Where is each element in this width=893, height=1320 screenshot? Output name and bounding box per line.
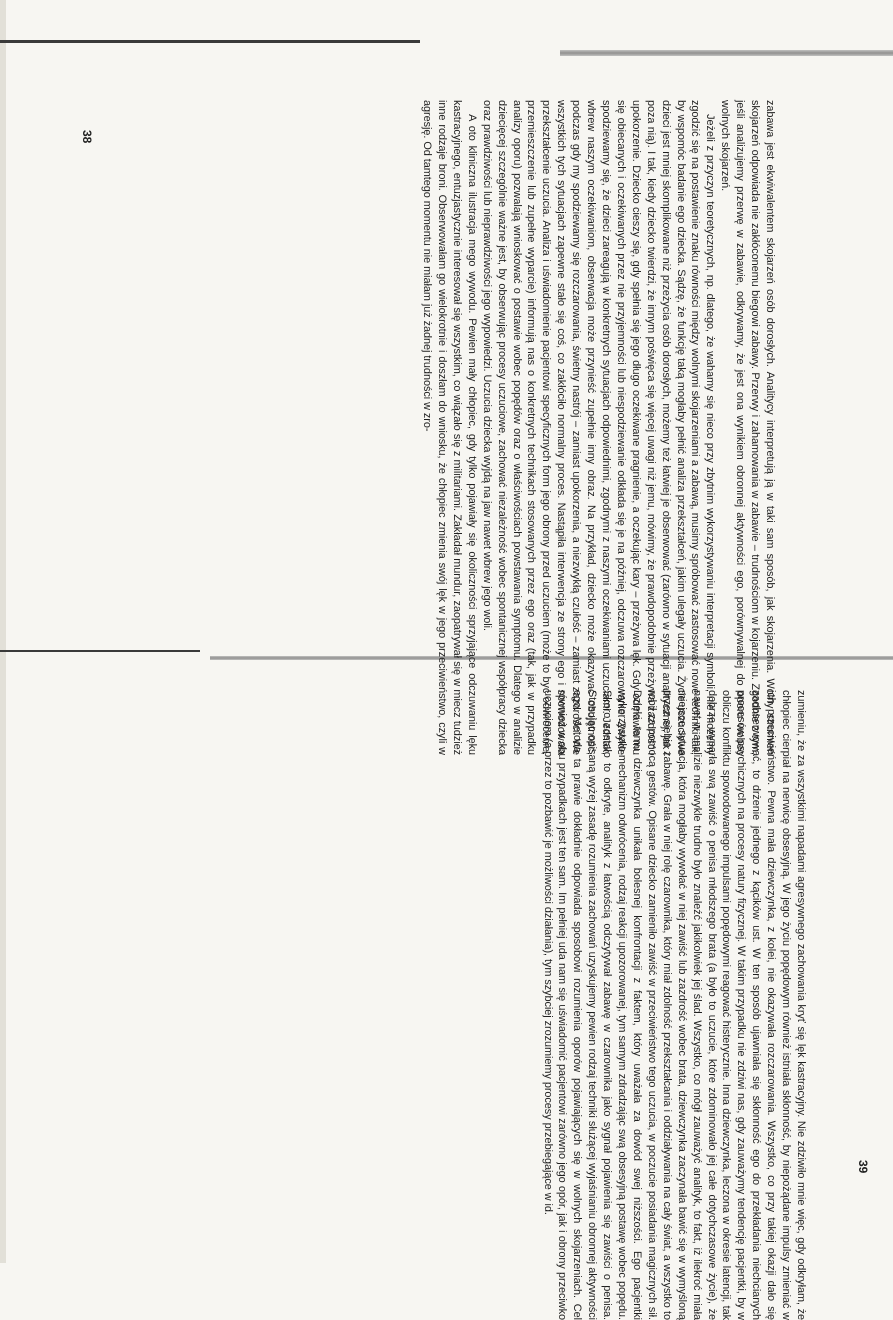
left-page-text xyxy=(419,100,777,755)
right-page-text xyxy=(540,690,808,1320)
page-number-left: 38 xyxy=(80,130,94,144)
page-number-right: 39 xyxy=(856,1160,870,1174)
paragraph: zabawa jest ekwiwalentem skojarzeń osób dorosłych. Analitycy interpretują ją w taki sam sposób, jak skojarzenia. Wolny strumień skojarzeń odpowiada nie zakłóconemu biegowi zabawy. Przerwy i zahamowania w zabawie – trudnościom w kojarzeniu. Zgodnie z tym, jeśli analizujemy przerwę w zabawie, odkrywamy, że jest ona wynikiem obronnej aktywności ego, porównywalnej do oporu wobec wolnych skojarzeń. xyxy=(719,100,776,755)
paragraph: Jeżeli z przyczyn teoretycznych, np. dlatego, że wahamy się nieco przy zbytnim wykorzystywaniu interpretacji symboli, nie możemy zgodzić się na postawienie znaku równości między wolnymi skojarzeniami a zabawą, musimy spróbować zastosować nowe techniki tak, by wspomóc badanie ego dziecka. Sądzę, że funkcję taką mogłaby pełnić analiza przekształceń, jakim ulegały uczucia. Życie uczuciowe dzieci jest mniej skomplikowane niż przeżycia osób dorosłych, możemy też łatwiej je obserwować (zarówno w sytuacji analitycznej, jak i poza nią). I tak, kiedy dziecko twierdzi, że innym poświęca się więcej uwagi niż jemu, mówimy, że prawdopodobnie przeżywa zazdrość i upokorzenie. Dziecko cieszy się, gdy spełnia się jego długo oczekiwane pragnienie, a oczekując kary – przeżywa lęk. Gdy odmawia mu się obiecanych i oczekiwanych przez nie przyjemności lub niespodziewanie odkłada się je na później, odczuwa rozczarowanie. Zwykle spodziewamy się, że dzieci zareagują w konkretnych sytuacjach odpowiednimi, zgodnymi z naszymi oczekiwaniami uczuciami. Jednak, wbrew naszym oczekiwaniom, obserwacja może przynieść zupełnie inny obraz. Na przykład, dziecko może okazywać obojętność, podczas gdy my spodziewamy się rozczarowania, świetny nastrój – zamiast upokorzenia, a niezwykłą czułość – zamiast zazdrości. We wszystkich tych sytuacjach zapewne stało się coś, co zakłóciło normalny proces. Nastąpiła interwencja ze strony ego i spowodowała przekształcenie uczucia. Analiza i uświadomienie pacjentowi specyficznych form jego obrony przed uczuciem (może to być odwrócenie, przemieszczenie lub zupełne wyparcie) informują nas o konkretnych technikach stosowanych przez ego oraz (tak, jak w przypadku analizy oporu) pozwalają wnioskować o postawie wobec popędów oraz o właściwościach powstawania symptomu. Dlatego w analizie dziecięcej szczególnie ważne jest, by obserwując procesy uczuciowe, zachować niezależność wobec spontanicznej współpracy dziecka oraz prawdziwości lub nieprawdziwości jego wypowiedzi. Uczucia dziecka wyjdą na jaw nawet wbrew jego woli. xyxy=(480,100,717,755)
scan-spine-shadow xyxy=(0,0,6,1263)
paragraph: zumieniu, że za wszystkimi napadami agresywnego zachowania kryť się lęk kastracyjny. Nie zdziwiło mnie więc, gdy odkryłam, że chłopiec cierpiał na nerwicę obsesyjną. W jego życiu popędowym również istniała skłonność, by niepożądane impulsy zmieniać w ich przeciwieństwo. Pewna mała dziewczynka, z kolei, nie okazywała rozczarowania. Wszystko, co przy takiej okazji dało się zaobserwować, to drżenie jednego z kącików ust. W ten sposób ujawniała się skłonność ego do przekładania niechcianych procesów psychicznych na procesy natury fizycznej. W takim przypadku nie zdziwi nas, gdy zauważymy tendencję pacjentki, by w obliczu konfliktu spowodowanego impulsami popędowymi reagować histerycznie. Inna dziewczynka, leczona w okresie latencji, tak dobrze wyparła swą zawiść o penisa młodszego brata (a było to uczucie, które zdominowało jej całe dotychczasowe życie), że nawet w analizie niezwykle trudno było znaleźć jakikolwiek jej ślad. Wszystko, co mógł zauważyć analityk, to fakt, iż ilekroć miała miejsce sytuacja, która mogłaby wywołać w niej zawiść lub zazdrość wobec brata, dziewczynka zaczynała bawić się w wymyśloną przez siebie zabawę. Grała w niej rolę czarownika, który miał zdolność przekształcania i oddziaływania na cały świat, a wszystko to robił za pomocą gestów. Opisane dziecko zamieniło zawiść w przeciwieństwo tego uczucia, w poczucie posiadania magicznych sił. Dzięki temu dziewczynka unikała bolesnej konfrontacji z faktem, który uważała za dowód swej niższości. Ego pacjentki wykorzystało mechanizm odwrócenia, rodzaj reakcji upozorowanej, tym samym zdradzając swą obsesyjną postawę wobec popędu. Skoro zostało to odkryte, analityk z łatwością odczytywał zabawę w czarownika jako sygnał pojawienia się zawiści o penisa. Stosując opisaną wyżej zasadę rozumienia zachowań uzyskujemy pewien rodzaj techniki służącej wyjaśnianiu obronnej aktywności ego. Metoda ta prawie dokładnie odpowiada sposobowi rozumienia oporów pojawiających się w wolnych skojarzeniach. Cel również w obu przypadkach jest ten sam. Im pełniej uda nam się uświadomić pacjentowi zarówno jego opór, jak i obrony przeciwko uczuciom (a przez to pozbawić je możliwości działania), tym szybciej zrozumiemy procesy przebiegające w id. xyxy=(541,690,807,1320)
paragraph: A oto kliniczna ilustracja mego wywodu. Pewien mały chłopiec, gdy tylko pojawiały się okoliczności sprzyjające odczuwaniu lęku kastracyjnego, entuzjastycznie interesował się wszystkim, co wiązało się z militariami. Zakładał mundur, zaopatrywał się w miecz tudzież inne rodzaje broni. Obserwowałam go wielokrotnie i doszłam do wniosku, że chłopiec zmienia swój lęk w jego przeciwieństwo, czyli w agresję. Od tamtego momentu nie miałam już żadnej trudności w zro- xyxy=(421,100,478,755)
scan-gutter-line-left xyxy=(0,650,200,652)
scan-top-edge-left xyxy=(0,40,420,43)
scan-top-edge-right xyxy=(560,50,893,56)
